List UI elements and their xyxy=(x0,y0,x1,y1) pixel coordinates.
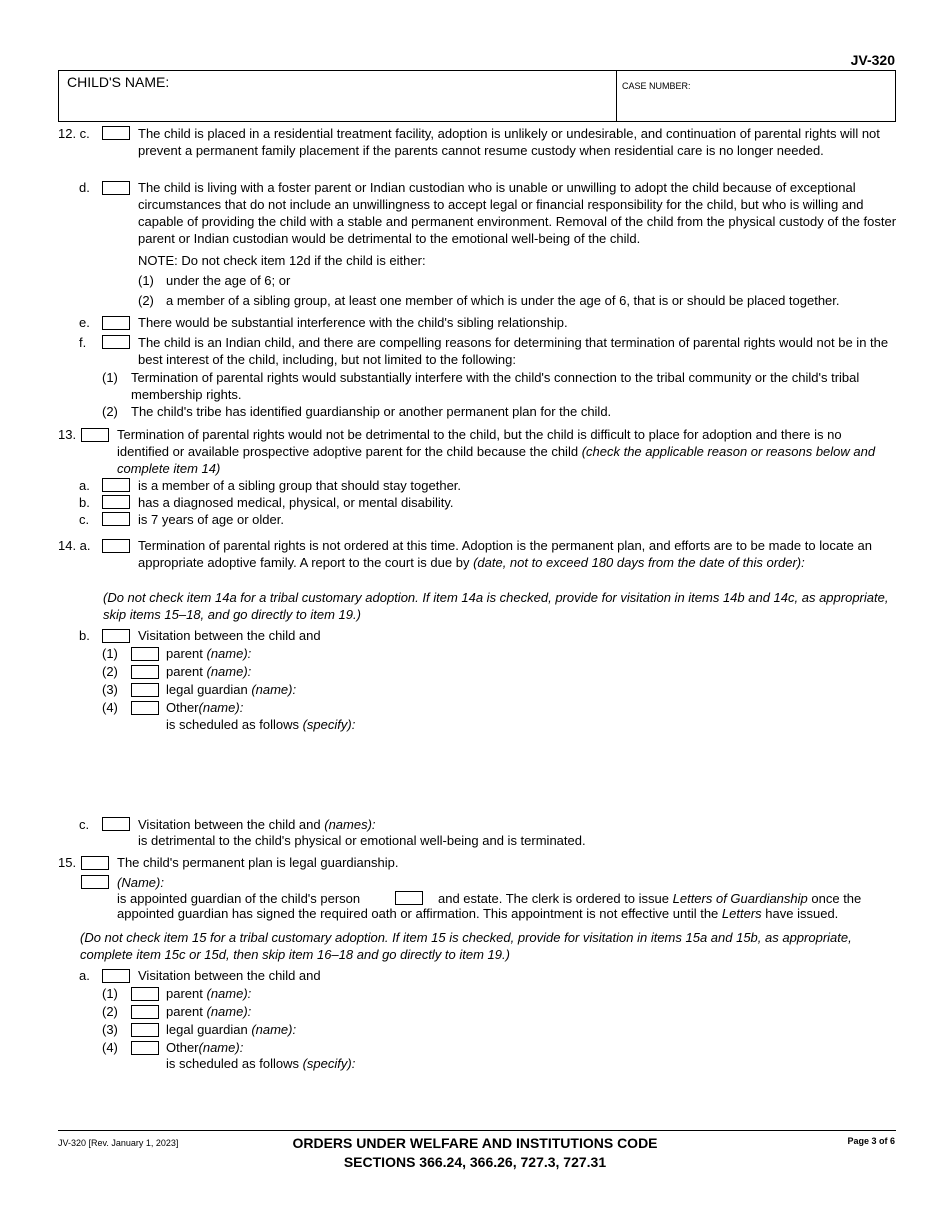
item-14c-text: Visitation between the child and (names): xyxy=(138,817,376,832)
item-12e-letter: e. xyxy=(79,315,90,330)
item-12f-checkbox[interactable] xyxy=(102,335,130,349)
item-15a-scheduled: is scheduled as follows (specify): xyxy=(166,1056,356,1071)
item-14b-scheduled: is scheduled as follows (specify): xyxy=(166,717,356,732)
item-15a3-checkbox[interactable] xyxy=(131,1023,159,1037)
item-12d-text: The child is living with a foster parent or Indian custodian who is unable or unwilling to adopt the child because of exceptional circumstances that do not include an unwillingness to accept legal or financial responsibility for the child, but who is willing and capable of providing the child with a stable and permanent environment. Removal of the child from the physical custody of the foster parent or Indian custodian would be detrimental to the emotional well-being of the child. xyxy=(138,180,897,246)
form-id: JV-320 xyxy=(850,52,895,68)
item-15a2-label: parent (name): xyxy=(166,1004,252,1019)
footer-title-line2: SECTIONS 366.24, 366.26, 727.3, 727.31 xyxy=(343,1154,607,1170)
item-12c-checkbox[interactable] xyxy=(102,126,130,140)
item-15a2-checkbox[interactable] xyxy=(131,1005,159,1019)
item-15a3-label: legal guardian (name): xyxy=(166,1022,297,1037)
item-15a1-checkbox[interactable] xyxy=(131,987,159,1001)
note-1-text: under the age of 6; or xyxy=(166,273,291,288)
item-14b-checkbox[interactable] xyxy=(102,629,130,643)
item-13c-letter: c. xyxy=(79,512,90,527)
item-15-checkbox[interactable] xyxy=(81,856,109,870)
child-name-label: CHILD'S NAME: xyxy=(67,74,170,90)
item-15a-checkbox[interactable] xyxy=(102,969,130,983)
item-15-number: 15. xyxy=(58,855,77,870)
item-13a-letter: a. xyxy=(79,478,90,493)
item-14-instruction: (Do not check item 14a for a tribal customary adoption. If item 14a is checked, provide for visitation in items 14b and 14c, as appropriate, skip items 15–18, and go directly to item 19.) xyxy=(103,590,889,622)
header-box xyxy=(58,70,896,122)
item-15-name-label: (Name): xyxy=(117,875,164,890)
item-12f-letter: f. xyxy=(79,335,87,350)
item-15a1-label: parent (name): xyxy=(166,986,252,1001)
item-15a2-number: (2) xyxy=(102,1004,118,1019)
item-12f1-text: Termination of parental rights would substantially interfere with the child's connection to the tribal community or the child's tribal membership rights. xyxy=(131,370,860,402)
item-15-appointed-2: and estate. The clerk is ordered to issue Letters of Guardianship once the xyxy=(438,891,862,906)
item-14b1-number: (1) xyxy=(102,646,118,661)
item-15-appointed-1: is appointed guardian of the child's person xyxy=(117,891,361,906)
item-14b2-checkbox[interactable] xyxy=(131,665,159,679)
item-14b2-label: parent (name): xyxy=(166,664,252,679)
item-14b4-number: (4) xyxy=(102,700,118,715)
footer-title-line1: ORDERS UNDER WELFARE AND INSTITUTIONS CODE xyxy=(292,1135,658,1151)
item-15a4-number: (4) xyxy=(102,1040,118,1055)
item-13c-text: is 7 years of age or older. xyxy=(138,512,284,527)
item-14b1-label: parent (name): xyxy=(166,646,252,661)
item-15a3-number: (3) xyxy=(102,1022,118,1037)
item-14b1-checkbox[interactable] xyxy=(131,647,159,661)
item-14b3-checkbox[interactable] xyxy=(131,683,159,697)
item-15-appointed-line2: appointed guardian has signed the required oath or affirmation. This appointment is not effective until the Letters have issued. xyxy=(117,906,839,921)
note-2-text: a member of a sibling group, at least one member of which is under the age of 6, that is or should be placed together. xyxy=(166,293,840,308)
footer-revision: JV-320 [Rev. January 1, 2023] xyxy=(58,1138,179,1148)
item-12e-checkbox[interactable] xyxy=(102,316,130,330)
item-12d-letter: d. xyxy=(79,180,90,195)
item-15-text: The child's permanent plan is legal guardianship. xyxy=(117,855,399,870)
item-13a-text: is a member of a sibling group that should stay together. xyxy=(138,478,462,493)
footer-title xyxy=(250,1134,700,1172)
footer-rule xyxy=(58,1130,896,1131)
item-15-name-checkbox[interactable] xyxy=(81,875,109,889)
item-12c-text: The child is placed in a residential treatment facility, adoption is unlikely or undesirable, and continuation of parental rights will not prevent a permanent family placement if the parents cannot resume custody when residential care is no longer needed. xyxy=(138,126,880,158)
item-13-number: 13. xyxy=(58,427,77,442)
item-13b-letter: b. xyxy=(79,495,90,510)
item-12e-text: There would be substantial interference with the child's sibling relationship. xyxy=(138,315,568,330)
item-15-instruction: (Do not check item 15 for a tribal customary adoption. If item 15 is checked, provide for visitation in items 15a and 15b, as appropriate, complete item 15c or 15d, then skip item 16–18 and go directly to item 19.) xyxy=(80,930,852,962)
item-15a1-number: (1) xyxy=(102,986,118,1001)
item-13a-checkbox[interactable] xyxy=(102,478,130,492)
item-13b-text: has a diagnosed medical, physical, or mental disability. xyxy=(138,495,454,510)
footer-page-number: Page 3 of 6 xyxy=(847,1136,895,1146)
item-12c-number: 12. c. xyxy=(58,126,90,141)
item-14b3-label: legal guardian (name): xyxy=(166,682,297,697)
item-14b3-number: (3) xyxy=(102,682,118,697)
header-divider xyxy=(616,70,617,122)
item-15a-text: Visitation between the child and xyxy=(138,968,321,983)
item-12f1-number: (1) xyxy=(102,370,118,385)
item-14b-text: Visitation between the child and xyxy=(138,628,321,643)
note-2-number: (2) xyxy=(138,293,154,308)
item-14c-text2: is detrimental to the child's physical or emotional well-being and is terminated. xyxy=(138,833,586,848)
item-15a-letter: a. xyxy=(79,968,90,983)
item-12f2-number: (2) xyxy=(102,404,118,419)
item-14c-letter: c. xyxy=(79,817,90,832)
item-14c-checkbox[interactable] xyxy=(102,817,130,831)
item-15-estate-checkbox[interactable] xyxy=(395,891,423,905)
item-12f-text: The child is an Indian child, and there are compelling reasons for determining that termination of parental rights would not be in the best interest of the child, including, but not limited to the following: xyxy=(138,335,889,367)
item-15a4-label: Other(name): xyxy=(166,1040,244,1055)
item-14b4-label: Other(name): xyxy=(166,700,244,715)
item-13c-checkbox[interactable] xyxy=(102,512,130,526)
item-14a-text: Termination of parental rights is not ordered at this time. Adoption is the permanent plan, and efforts are to be made to locate an appropriate adoptive family. A report to the court is due by (date, not to exceed 180 days from the date of this order): xyxy=(138,538,872,570)
item-13-checkbox[interactable] xyxy=(81,428,109,442)
item-12f2-text: The child's tribe has identified guardianship or another permanent plan for the child. xyxy=(131,404,612,419)
item-14b-letter: b. xyxy=(79,628,90,643)
item-13-text: Termination of parental rights would not be detrimental to the child, but the child is difficult to place for adoption and there is no identified or available prospective adoptive parent for the child because the child (check the applicable reason or reasons below and complete item 14) xyxy=(117,427,876,476)
item-14b2-number: (2) xyxy=(102,664,118,679)
item-12d-checkbox[interactable] xyxy=(102,181,130,195)
item-13b-checkbox[interactable] xyxy=(102,495,130,509)
item-14a-number: 14. a. xyxy=(58,538,91,553)
item-12-note: NOTE: Do not check item 12d if the child is either: xyxy=(138,253,426,268)
item-14a-checkbox[interactable] xyxy=(102,539,130,553)
note-1-number: (1) xyxy=(138,273,154,288)
case-number-label: CASE NUMBER: xyxy=(622,81,691,91)
item-15a4-checkbox[interactable] xyxy=(131,1041,159,1055)
item-14b4-checkbox[interactable] xyxy=(131,701,159,715)
